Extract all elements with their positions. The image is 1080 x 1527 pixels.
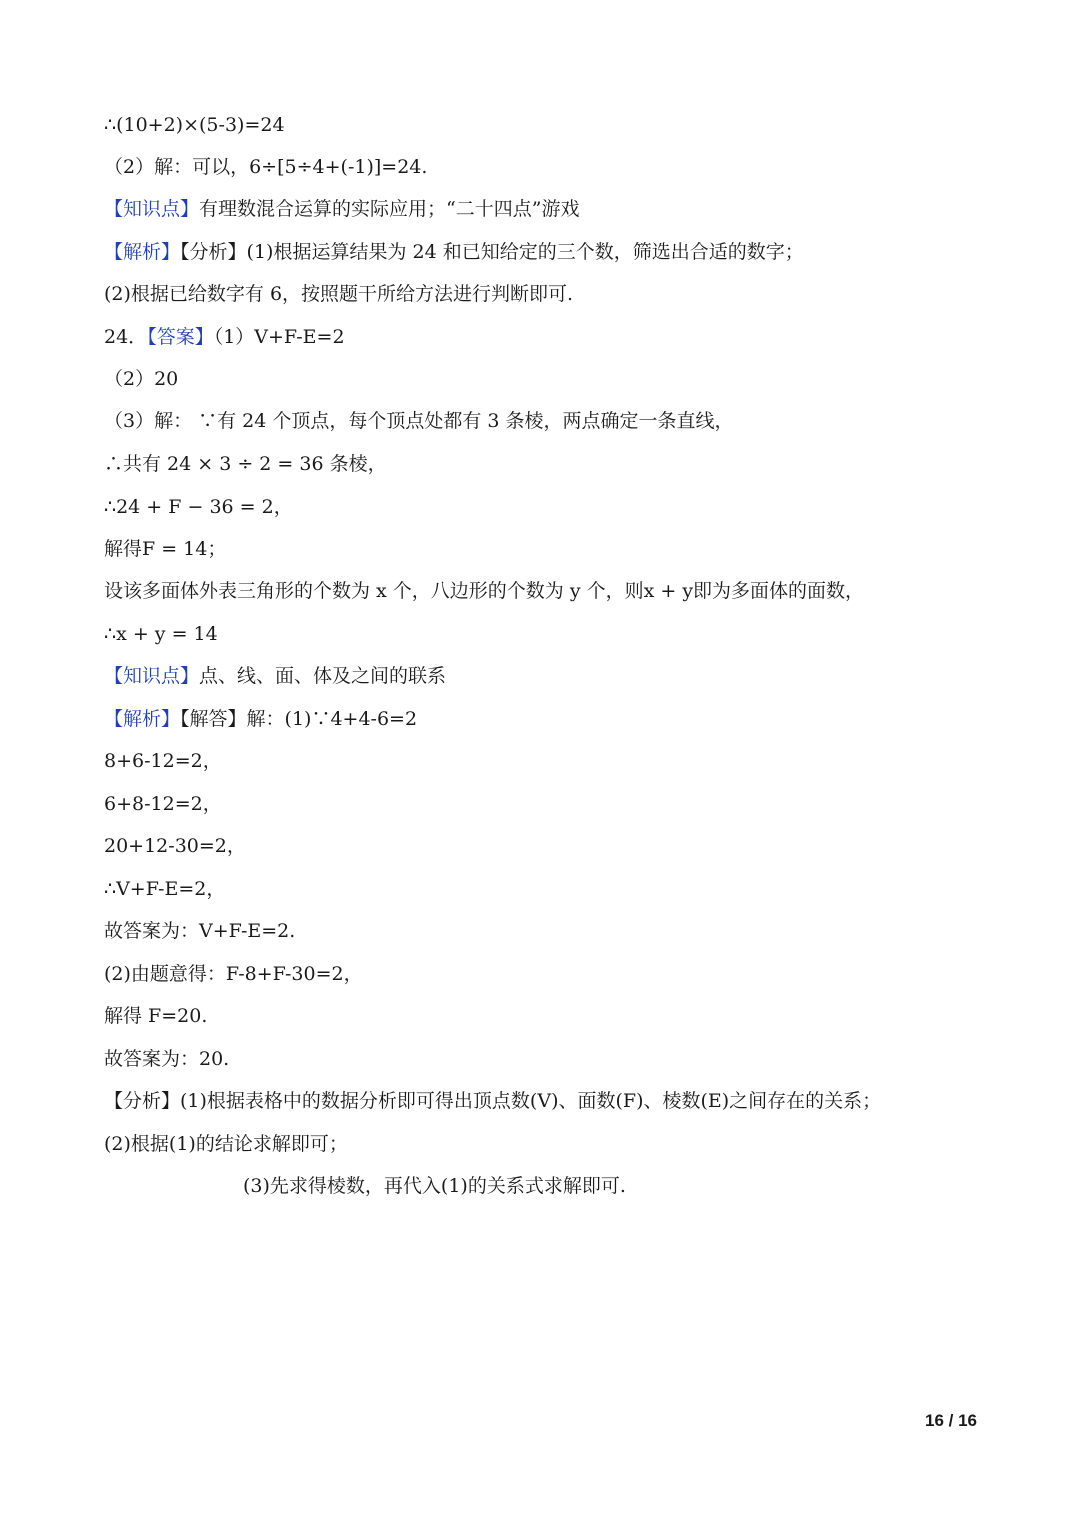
question-number: 24． — [104, 326, 148, 348]
text-line: 故答案为：V+F-E=2. — [104, 920, 296, 942]
text-line: 20+12-30=2， — [104, 835, 246, 857]
analysis-tag: 【解析】 — [104, 241, 181, 263]
analysis-subtag: 【分析】 — [104, 1090, 181, 1112]
text-line: (2)由题意得：F-8+F-30=2， — [104, 963, 363, 985]
text-line: 8+6-12=2， — [104, 750, 222, 772]
text-line: 设该多面体外表三角形的个数为 x 个，八边形的个数为 y 个，则x + y即为多面体的面数， — [104, 580, 865, 602]
text-line: (3)先求得棱数，再代入(1)的关系式求解即可. — [243, 1175, 626, 1197]
text-line: （2）解：可以，6÷[5÷4+(-1)]=24. — [104, 156, 428, 178]
text-line: （2）20 — [104, 368, 179, 390]
page-number: 16 / 16 — [925, 1411, 977, 1430]
analysis-line — [104, 239, 804, 265]
answer-tag: 【答案】 — [147, 326, 214, 348]
math-line: ∴x + y = 14 — [104, 623, 218, 645]
math-line: ∴共有 24 × 3 ÷ 2 = 36 条棱， — [104, 453, 387, 475]
text-line: 解得 F=20. — [104, 1005, 208, 1027]
analysis-line — [104, 1088, 881, 1114]
knowledge-point-text: 有理数混合运算的实际应用；“二十四点”游戏 — [199, 198, 580, 220]
analysis-text: (1)根据运算结果为 24 和已知给定的三个数，筛选出合适的数字； — [246, 241, 804, 263]
text-line: 6+8-12=2， — [104, 793, 222, 815]
text-line: 故答案为：20. — [104, 1048, 230, 1070]
text-line: (2)根据已给数字有 6，按照题干所给方法进行判断即可. — [104, 283, 574, 305]
analysis-tag: 【解析】 — [104, 708, 181, 730]
knowledge-point-text: 点、线、面、体及之间的联系 — [199, 665, 447, 687]
analysis-subtag: 【分析】 — [180, 241, 247, 263]
analysis-text: (1)根据表格中的数据分析即可得出顶点数(V)、面数(F)、棱数(E)之间存在的关系； — [180, 1090, 882, 1112]
text-line: （3）解： ∵有 24 个顶点，每个顶点处都有 3 条棱，两点确定一条直线， — [104, 410, 734, 432]
answer-line — [104, 324, 345, 350]
knowledge-point-line — [104, 663, 446, 689]
text-line: ∴(10+2)×(5-3)=24 — [104, 114, 285, 136]
text-line: (2)根据(1)的结论求解即可； — [104, 1133, 348, 1155]
knowledge-point-tag: 【知识点】 — [104, 198, 200, 220]
math-line: ∴24 + F − 36 = 2， — [104, 496, 293, 518]
knowledge-point-tag: 【知识点】 — [104, 665, 200, 687]
solution-text: 解：(1)∵4+4-6=2 — [246, 708, 418, 730]
answer-text: （1）V+F-E=2 — [213, 326, 345, 348]
knowledge-point-line — [104, 196, 579, 222]
text-line: ∴V+F-E=2， — [104, 878, 226, 900]
math-line: 解得F = 14； — [104, 538, 227, 560]
solution-line — [104, 706, 417, 732]
solution-subtag: 【解答】 — [180, 708, 247, 730]
